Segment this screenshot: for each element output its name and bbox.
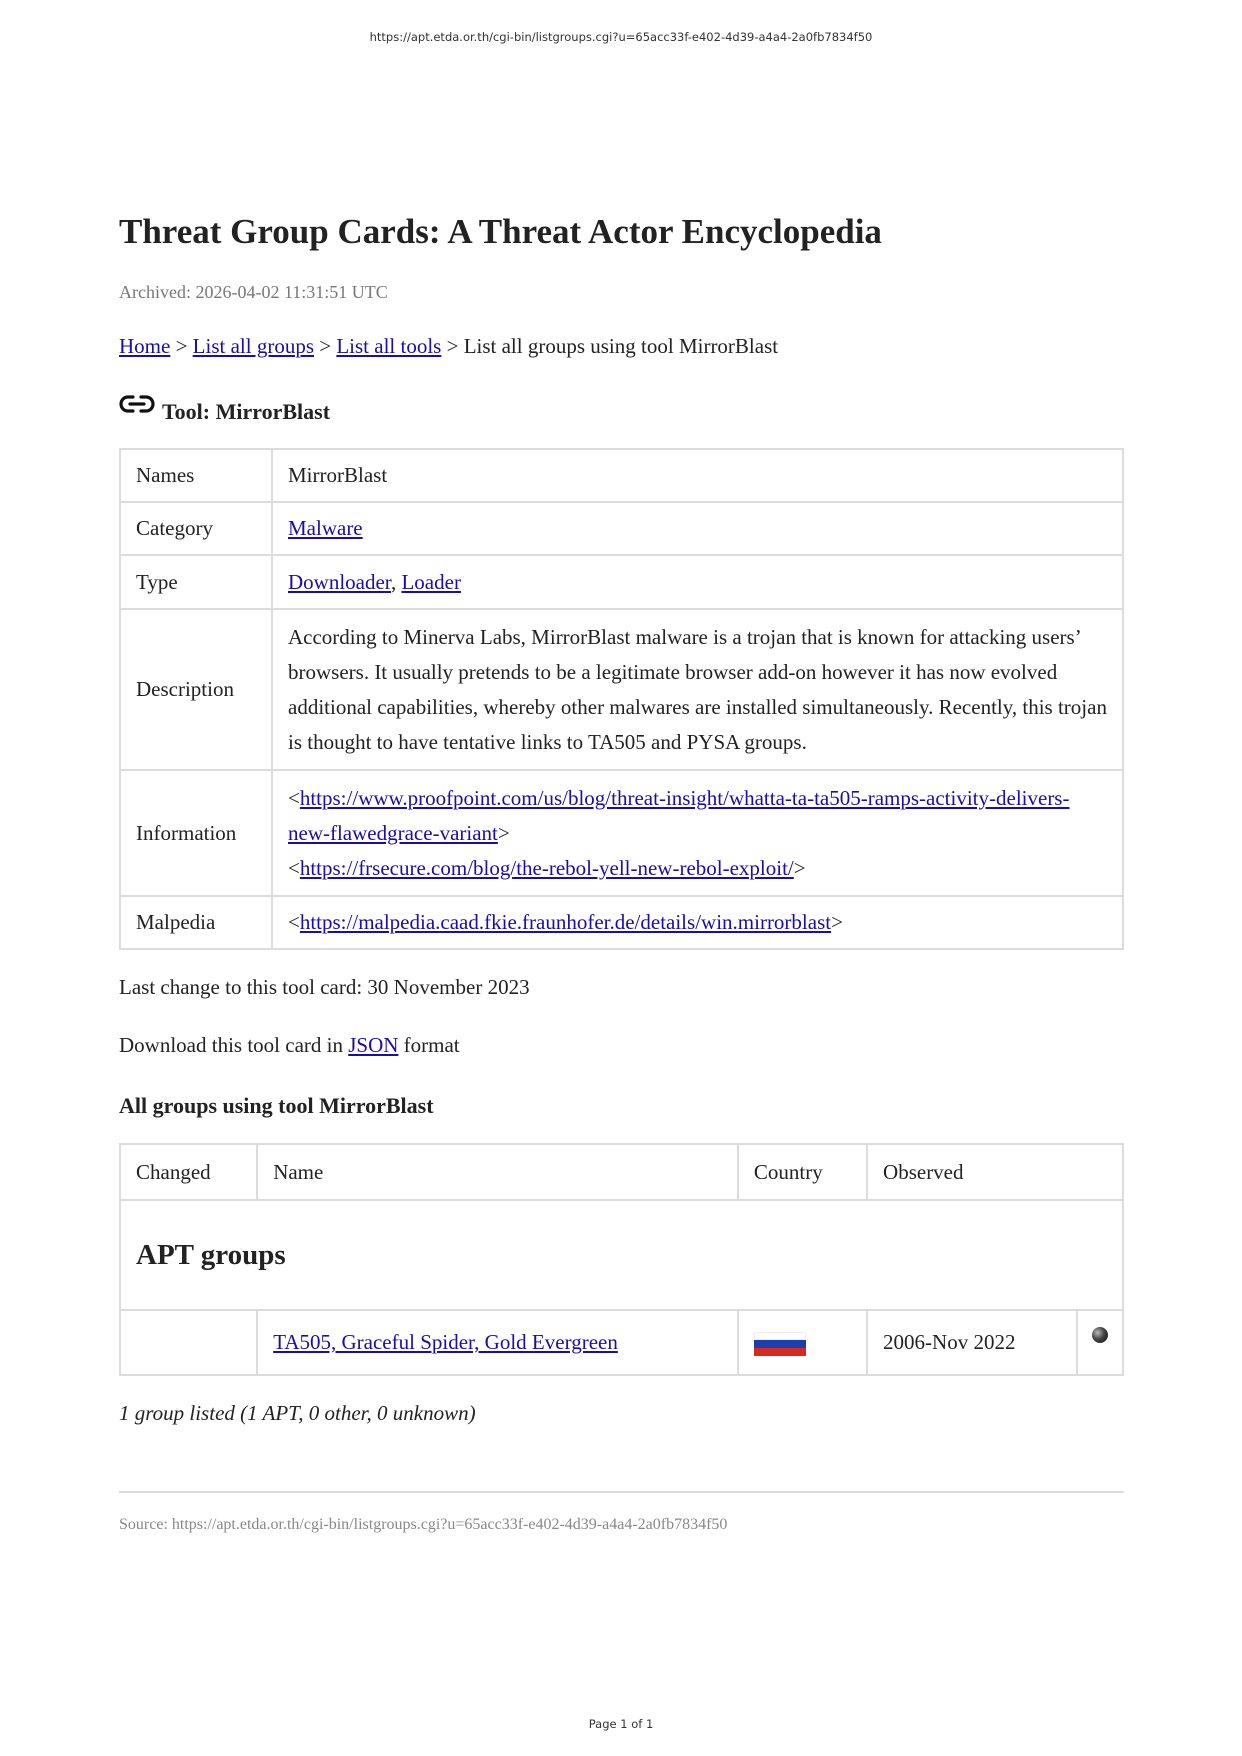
last-change-text: Last change to this tool card: 30 November 2023 — [119, 975, 530, 999]
type-separator: , — [390, 569, 397, 594]
breadcrumb-home-link[interactable]: Home — [119, 334, 171, 358]
category-cell — [120, 1200, 1123, 1310]
category-label: Category — [120, 502, 272, 555]
archived-timestamp: Archived: 2026-04-02 11:31:51 UTC — [119, 282, 388, 302]
breadcrumb — [119, 333, 1124, 359]
tool-info-table — [119, 448, 1124, 950]
category-value-cell — [272, 502, 1123, 555]
table-header-row — [120, 1144, 1123, 1200]
link-icon — [119, 394, 155, 426]
breadcrumb-current: List all groups using tool MirrorBlast — [463, 334, 779, 358]
malpedia-label: Malpedia — [120, 896, 272, 949]
status-cell — [1077, 1310, 1123, 1375]
angle-open: < — [288, 910, 300, 934]
angle-open: < — [288, 855, 300, 880]
table-row — [120, 1310, 1123, 1375]
table-row — [120, 502, 1123, 555]
status-dot-icon — [1092, 1327, 1108, 1343]
page-footer: Page 1 of 1 — [588, 1717, 654, 1731]
groups-summary: 1 group listed (1 APT, 0 other, 0 unknown) — [119, 1401, 476, 1425]
download-suffix: format — [403, 1033, 460, 1057]
information-value-cell — [272, 770, 1123, 896]
information-label: Information — [120, 770, 272, 896]
page-title: Threat Group Cards: A Threat Actor Encyclopedia — [119, 212, 882, 251]
breadcrumb-separator: > — [175, 334, 188, 358]
category-row — [120, 1200, 1123, 1310]
table-row — [120, 609, 1123, 770]
angle-open: < — [288, 785, 300, 810]
angle-close: > — [793, 855, 806, 880]
angle-close: > — [497, 820, 510, 845]
category-malware-link[interactable]: Malware — [288, 516, 363, 540]
changed-cell — [120, 1310, 257, 1375]
table-row — [120, 896, 1123, 949]
group-name-link[interactable]: TA505, Graceful Spider, Gold Evergreen — [273, 1330, 618, 1354]
header-changed: Changed — [120, 1144, 257, 1200]
divider — [119, 1491, 1124, 1493]
type-value-cell — [272, 555, 1123, 609]
table-row — [120, 449, 1123, 502]
information-link-proofpoint[interactable]: https://www.proofpoint.com/us/blog/threat-insight/whatta-ta-ta505-ramps-activity-delivers-new-flawedgrace-variant — [288, 785, 1070, 845]
type-label: Type — [120, 555, 272, 609]
breadcrumb-list-groups-link[interactable]: List all groups — [192, 334, 314, 358]
breadcrumb-separator: > — [446, 334, 459, 358]
groups-heading: All groups using tool MirrorBlast — [119, 1093, 434, 1118]
malpedia-value-cell — [272, 896, 1123, 949]
tool-heading — [119, 394, 1124, 426]
names-label: Names — [120, 449, 272, 502]
description-label: Description — [120, 609, 272, 770]
json-download-link[interactable]: JSON — [348, 1033, 399, 1057]
names-value: MirrorBlast — [272, 449, 1123, 502]
category-apt-groups: APT groups — [136, 1238, 286, 1271]
information-link-frsecure[interactable]: https://frsecure.com/blog/the-rebol-yell-new-rebol-exploit/ — [299, 855, 794, 880]
breadcrumb-separator: > — [319, 334, 332, 358]
groups-table — [119, 1143, 1124, 1376]
source-url: Source: https://apt.etda.or.th/cgi-bin/listgroups.cgi?u=65acc33f-e402-4d39-a4a4-2a0fb7834f50 — [119, 1516, 728, 1533]
table-row — [120, 770, 1123, 896]
page-content — [119, 210, 1124, 1535]
description-value: According to Minerva Labs, MirrorBlast malware is a trojan that is known for attacking users’ browsers. It usually pretends to be a legitimate browser add-on however it has now evolved additional capabilities, whereby other malwares are installed simultaneously. Recently, this trojan is thought to have tentative links to TA505 and PYSA groups. — [272, 609, 1123, 770]
type-downloader-link[interactable]: Downloader — [288, 569, 391, 594]
angle-close: > — [831, 910, 843, 934]
header-name: Name — [257, 1144, 738, 1200]
observed-cell: 2006-Nov 2022 — [867, 1310, 1077, 1375]
table-row — [120, 555, 1123, 609]
name-cell — [257, 1310, 738, 1375]
download-line — [119, 1032, 1124, 1058]
russia-flag-icon — [754, 1332, 806, 1356]
type-loader-link[interactable]: Loader — [401, 569, 461, 594]
breadcrumb-list-tools-link[interactable]: List all tools — [336, 334, 442, 358]
country-cell — [738, 1310, 867, 1375]
malpedia-link[interactable]: https://malpedia.caad.fkie.fraunhofer.de/details/win.mirrorblast — [299, 910, 832, 934]
header-country: Country — [738, 1144, 867, 1200]
tool-heading-text: Tool: MirrorBlast — [162, 399, 331, 424]
print-header-url: https://apt.etda.or.th/cgi-bin/listgroups.cgi?u=65acc33f-e402-4d39-a4a4-2a0fb7834f50 — [369, 30, 873, 44]
header-observed: Observed — [867, 1144, 1123, 1200]
download-prefix: Download this tool card in — [119, 1033, 343, 1057]
